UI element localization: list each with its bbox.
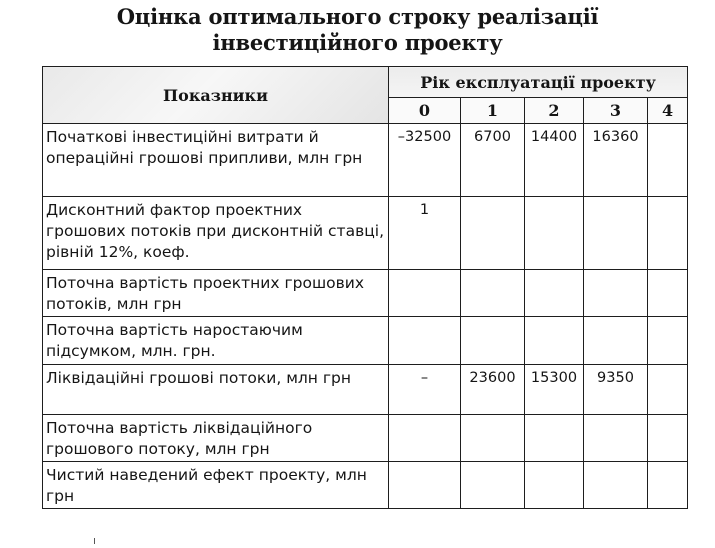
table-row (43, 462, 688, 509)
year-col-4: 4 (648, 98, 688, 124)
table-cell (461, 462, 525, 509)
table-cell (648, 124, 688, 197)
table-row (43, 124, 688, 197)
table-cell (461, 197, 525, 270)
table-cell (648, 317, 688, 365)
row-label-discount-factor: Дисконтний фактор проектних грошових потоків при дисконтній ставці, рівній 12%, коеф. (43, 197, 389, 270)
year-col-3: 3 (584, 98, 648, 124)
table-cell (525, 462, 584, 509)
title-line-1: Оцінка оптимального строку реалізації (116, 4, 599, 29)
table-cell (389, 317, 461, 365)
row-label-liquidation-present-value: Поточна вартість ліквідаційного грошового потоку, млн грн (43, 415, 389, 462)
scan-mark (94, 538, 95, 544)
table-cell (648, 365, 688, 415)
row-label-net-present-effect: Чистий наведений ефект проекту, млн грн (43, 462, 389, 509)
header-row (43, 67, 688, 98)
table-cell: 23600 (461, 365, 525, 415)
table-row (43, 317, 688, 365)
table-cell (648, 270, 688, 317)
year-col-1: 1 (461, 98, 525, 124)
table-cell: 14400 (525, 124, 584, 197)
header-project-years: Рік експлуатації проекту (389, 67, 688, 98)
investment-table (42, 66, 688, 509)
table-cell: –32500 (389, 124, 461, 197)
table-cell: 1 (389, 197, 461, 270)
title-line-2: інвестиційного проекту (212, 30, 503, 55)
table-cell: 9350 (584, 365, 648, 415)
row-label-liquidation-cash-flows: Ліквідаційні грошові потоки, млн грн (43, 365, 389, 415)
table-row (43, 415, 688, 462)
table-cell (525, 317, 584, 365)
table-cell (584, 197, 648, 270)
table-cell (461, 270, 525, 317)
table-cell (525, 270, 584, 317)
header-indicators: Показники (43, 67, 389, 124)
table-cell: 16360 (584, 124, 648, 197)
row-label-initial-investment: Початкові інвестиційні витрати й операційні грошові припливи, млн грн (43, 124, 389, 197)
row-label-present-value: Поточна вартість проектних грошових потоків, млн грн (43, 270, 389, 317)
year-col-0: 0 (389, 98, 461, 124)
table-cell (389, 415, 461, 462)
table-row (43, 270, 688, 317)
table-cell (584, 317, 648, 365)
table-cell (461, 415, 525, 462)
table-row (43, 197, 688, 270)
table-cell: – (389, 365, 461, 415)
table-cell: 6700 (461, 124, 525, 197)
table-cell: 15300 (525, 365, 584, 415)
table-cell (648, 197, 688, 270)
table-cell (461, 317, 525, 365)
table-cell (584, 415, 648, 462)
row-label-cumulative-present-value: Поточна вартість наростаючим підсумком, млн. грн. (43, 317, 389, 365)
table-cell (584, 462, 648, 509)
table-cell (525, 415, 584, 462)
table-cell (525, 197, 584, 270)
table-cell (648, 415, 688, 462)
year-col-2: 2 (525, 98, 584, 124)
table-row (43, 365, 688, 415)
table-cell (584, 270, 648, 317)
document-title (0, 4, 715, 56)
table-cell (389, 462, 461, 509)
table-cell (648, 462, 688, 509)
table-cell (389, 270, 461, 317)
